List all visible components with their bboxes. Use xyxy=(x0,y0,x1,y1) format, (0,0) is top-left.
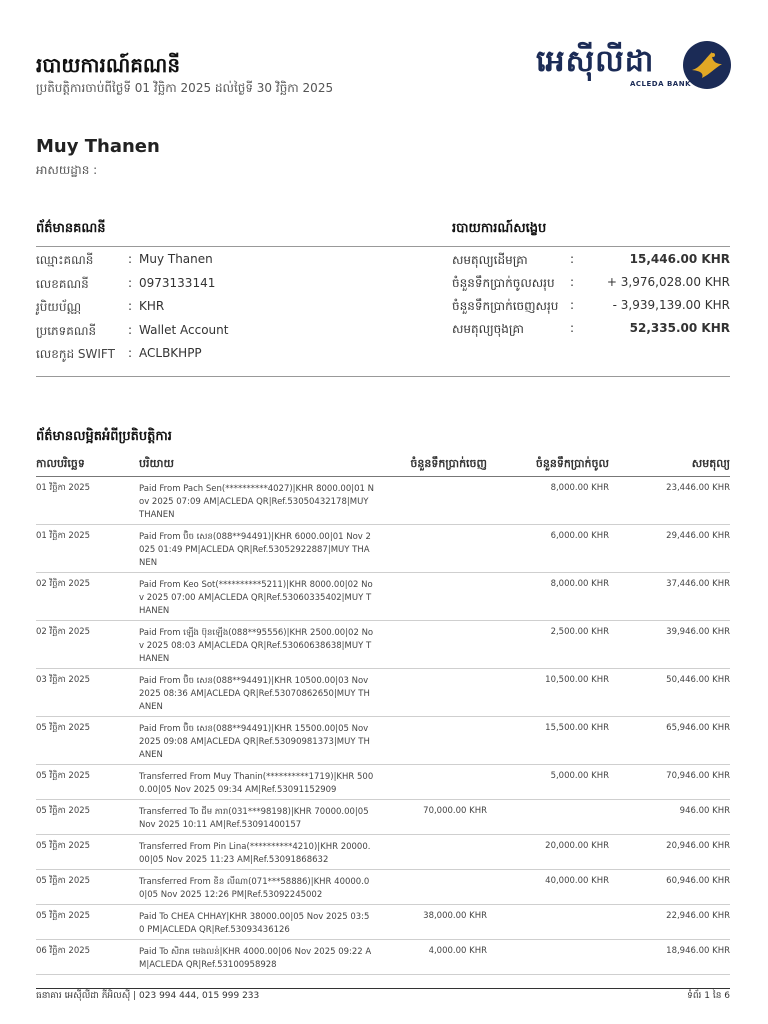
section-divider xyxy=(36,246,730,247)
summary-label: សមតុល្យដើមគ្រា xyxy=(452,253,528,267)
table-row xyxy=(36,905,730,940)
account-info-label: លេខគណនី xyxy=(36,276,89,291)
account-info-label: លេខកូដ SWIFT xyxy=(36,347,115,361)
cell-debit: 38,000.00 KHR xyxy=(423,911,487,921)
summary-heading: របាយការណ៍សង្ខេប xyxy=(452,221,547,236)
page-title: របាយការណ៍គណនី xyxy=(36,53,181,77)
customer-address-label: អាសយដ្ឋាន : xyxy=(36,163,98,177)
cell-credit: 8,000.00 KHR xyxy=(550,579,609,589)
field-separator: : xyxy=(570,275,575,289)
transactions-heading: ព័ត៌មានលម្អិតអំពីប្រតិបត្តិការ xyxy=(36,429,172,444)
account-info-value: KHR xyxy=(139,299,165,313)
summary-row xyxy=(452,252,730,272)
cell-balance: 20,946.00 KHR xyxy=(666,841,730,851)
cell-description: Paid From ឡើង ប៊ុនឡើង(088**95556)|KHR 2500.00|02 Nov 2025 08:03 AM|ACLEDA QR|Ref.53060638638|MUY THANEN xyxy=(139,628,374,664)
cell-date: 05 វិច្ឆិកា 2025 xyxy=(36,806,91,816)
table-row xyxy=(36,477,730,525)
cell-description: Transferred From Muy Thanin(**********1719)|KHR 5000.00|05 Nov 2025 09:34 AM|Ref.53091152909 xyxy=(139,772,374,795)
table-row xyxy=(36,765,730,800)
account-info-value: ACLBKHPP xyxy=(139,346,202,360)
account-info-label: ឈ្មោះគណនី xyxy=(36,253,94,267)
cell-balance: 39,946.00 KHR xyxy=(666,627,730,637)
field-separator: : xyxy=(570,298,575,312)
footer-contact: ធនាគារ អេស៊ីលីដា ភីអិលស៊ី | 023 994 444, 015 999 233 xyxy=(36,991,260,1001)
cell-description: Paid From ប៊ិច សេន(088**94491)|KHR 6000.00|01 Nov 2025 01:49 PM|ACLEDA QR|Ref.53052922887|MUY THANEN xyxy=(139,532,371,568)
cell-description: Paid To សិរាគ មេងលន់|KHR 4000.00|06 Nov 2025 09:22 AM|ACLEDA QR|Ref.53100958928 xyxy=(139,947,372,970)
cell-date: 05 វិច្ឆិកា 2025 xyxy=(36,876,91,886)
summary-label: ចំនួនទឹកប្រាក់ចេញសរុប xyxy=(452,299,559,313)
cell-balance: 18,946.00 KHR xyxy=(666,946,730,956)
cell-credit: 40,000.00 KHR xyxy=(545,876,609,886)
cell-balance: 37,446.00 KHR xyxy=(666,579,730,589)
col-header-description: បរិយាយ xyxy=(139,457,174,470)
field-separator: : xyxy=(128,322,133,337)
field-separator: : xyxy=(570,321,575,335)
account-info-value: Muy Thanen xyxy=(139,252,213,266)
summary-row xyxy=(452,298,730,318)
table-row xyxy=(36,669,730,717)
field-separator: : xyxy=(128,299,133,313)
table-row xyxy=(36,717,730,765)
cell-description: Paid From Pach Sen(**********4027)|KHR 8000.00|01 Nov 2025 07:09 AM|ACLEDA QR|Ref.53050432178|MUY THANEN xyxy=(139,484,374,520)
summary-value: 52,335.00 KHR xyxy=(629,321,730,335)
cell-date: 06 វិច្ឆិកា 2025 xyxy=(36,946,91,956)
logo-english-text: ACLEDA BANK xyxy=(630,80,691,88)
logo-khmer-text: អេស៊ីលីដា xyxy=(536,44,655,79)
cell-date: 01 វិច្ឆិកា 2025 xyxy=(36,531,91,541)
statement-period: ប្រតិបត្តិការចាប់ពីថ្ងៃទី 01 វិច្ឆិកា 2025 ដល់ថ្ងៃទី 30 វិច្ឆិកា 2025 xyxy=(36,81,334,95)
section-divider xyxy=(36,376,730,377)
field-separator: : xyxy=(128,275,133,290)
cell-date: 01 វិច្ឆិកា 2025 xyxy=(36,483,91,493)
cell-balance: 22,946.00 KHR xyxy=(666,911,730,921)
col-header-credit: ចំនួនទឹកប្រាក់ចូល xyxy=(535,457,609,470)
cell-debit: 4,000.00 KHR xyxy=(428,946,487,956)
field-separator: : xyxy=(570,252,575,266)
cell-credit: 8,000.00 KHR xyxy=(550,483,609,493)
page-number: ទំព័រ 1 នៃ 6 xyxy=(687,991,730,1001)
cell-description: Transferred From ខិន លីណា(071***58886)|KHR 40000.00|05 Nov 2025 12:26 PM|Ref.53092245002 xyxy=(139,877,370,900)
cell-credit: 15,500.00 KHR xyxy=(545,723,609,733)
cell-balance: 50,446.00 KHR xyxy=(666,675,730,685)
cell-balance: 946.00 KHR xyxy=(679,806,730,816)
footer-divider xyxy=(36,988,730,989)
summary-row xyxy=(452,275,730,295)
cell-description: Transferred To ជីម ភារា(031***98198)|KHR 70000.00|05 Nov 2025 10:11 AM|Ref.53091400157 xyxy=(139,807,369,830)
cell-debit: 70,000.00 KHR xyxy=(423,806,487,816)
account-info-value: Wallet Account xyxy=(139,322,229,337)
account-info-value: 0973133141 xyxy=(139,275,216,290)
table-row xyxy=(36,800,730,835)
cell-credit: 6,000.00 KHR xyxy=(550,531,609,541)
cell-description: Transferred From Pin Lina(**********4210)|KHR 20000.00|05 Nov 2025 11:23 AM|Ref.53091868632 xyxy=(139,842,371,865)
cell-description: Paid From Keo Sot(**********5211)|KHR 8000.00|02 Nov 2025 07:00 AM|ACLEDA QR|Ref.53060335402|MUY THANEN xyxy=(139,580,373,616)
cell-description: Paid From ប៊ិច សេន(088**94491)|KHR 10500.00|03 Nov 2025 08:36 AM|ACLEDA QR|Ref.53070862650|MUY THANEN xyxy=(139,676,370,712)
acleda-bird-icon xyxy=(682,40,732,90)
account-info-heading: ព័ត៌មានគណនី xyxy=(36,221,106,236)
cell-description: Paid From ប៊ិច សេន(088**94491)|KHR 15500.00|05 Nov 2025 09:08 AM|ACLEDA QR|Ref.53090981373|MUY THANEN xyxy=(139,724,370,760)
bank-logo xyxy=(536,40,732,92)
customer-name: Muy Thanen xyxy=(36,136,160,157)
cell-balance: 23,446.00 KHR xyxy=(666,483,730,493)
col-header-balance: សមតុល្យ xyxy=(691,457,730,470)
summary-value: + 3,976,028.00 KHR xyxy=(606,275,730,289)
cell-credit: 2,500.00 KHR xyxy=(550,627,609,637)
table-row xyxy=(36,835,730,870)
cell-date: 02 វិច្ឆិកា 2025 xyxy=(36,579,91,589)
cell-balance: 65,946.00 KHR xyxy=(666,723,730,733)
field-separator: : xyxy=(128,346,133,360)
col-header-debit: ចំនួនទឹកប្រាក់ចេញ xyxy=(410,457,487,470)
cell-description: Paid To CHEA CHHAY|KHR 38000.00|05 Nov 2025 03:50 PM|ACLEDA QR|Ref.53093436126 xyxy=(139,912,370,935)
cell-credit: 10,500.00 KHR xyxy=(545,675,609,685)
summary-label: សមតុល្យចុងគ្រា xyxy=(452,322,524,336)
table-row xyxy=(36,525,730,573)
summary-row xyxy=(452,321,730,341)
cell-balance: 70,946.00 KHR xyxy=(666,771,730,781)
account-info-label: ប្រភេទគណនី xyxy=(36,323,97,338)
cell-date: 05 វិច្ឆិកា 2025 xyxy=(36,911,91,921)
summary-label: ចំនួនទឹកប្រាក់ចូលសរុប xyxy=(452,276,555,290)
cell-date: 02 វិច្ឆិកា 2025 xyxy=(36,627,91,637)
table-row xyxy=(36,621,730,669)
cell-credit: 5,000.00 KHR xyxy=(550,771,609,781)
table-row xyxy=(36,940,730,975)
col-header-date: កាលបរិច្ឆេទ xyxy=(36,457,85,470)
table-row xyxy=(36,870,730,905)
cell-credit: 20,000.00 KHR xyxy=(545,841,609,851)
cell-balance: 29,446.00 KHR xyxy=(666,531,730,541)
field-separator: : xyxy=(128,252,133,266)
cell-date: 05 វិច្ឆិកា 2025 xyxy=(36,771,91,781)
account-info-label: រូបិយប័ណ្ណ xyxy=(36,300,82,314)
table-row xyxy=(36,573,730,621)
summary-value: 15,446.00 KHR xyxy=(629,252,730,266)
cell-date: 05 វិច្ឆិកា 2025 xyxy=(36,841,91,851)
cell-date: 05 វិច្ឆិកា 2025 xyxy=(36,723,91,733)
summary-value: - 3,939,139.00 KHR xyxy=(612,298,730,312)
cell-balance: 60,946.00 KHR xyxy=(666,876,730,886)
cell-date: 03 វិច្ឆិកា 2025 xyxy=(36,675,91,685)
